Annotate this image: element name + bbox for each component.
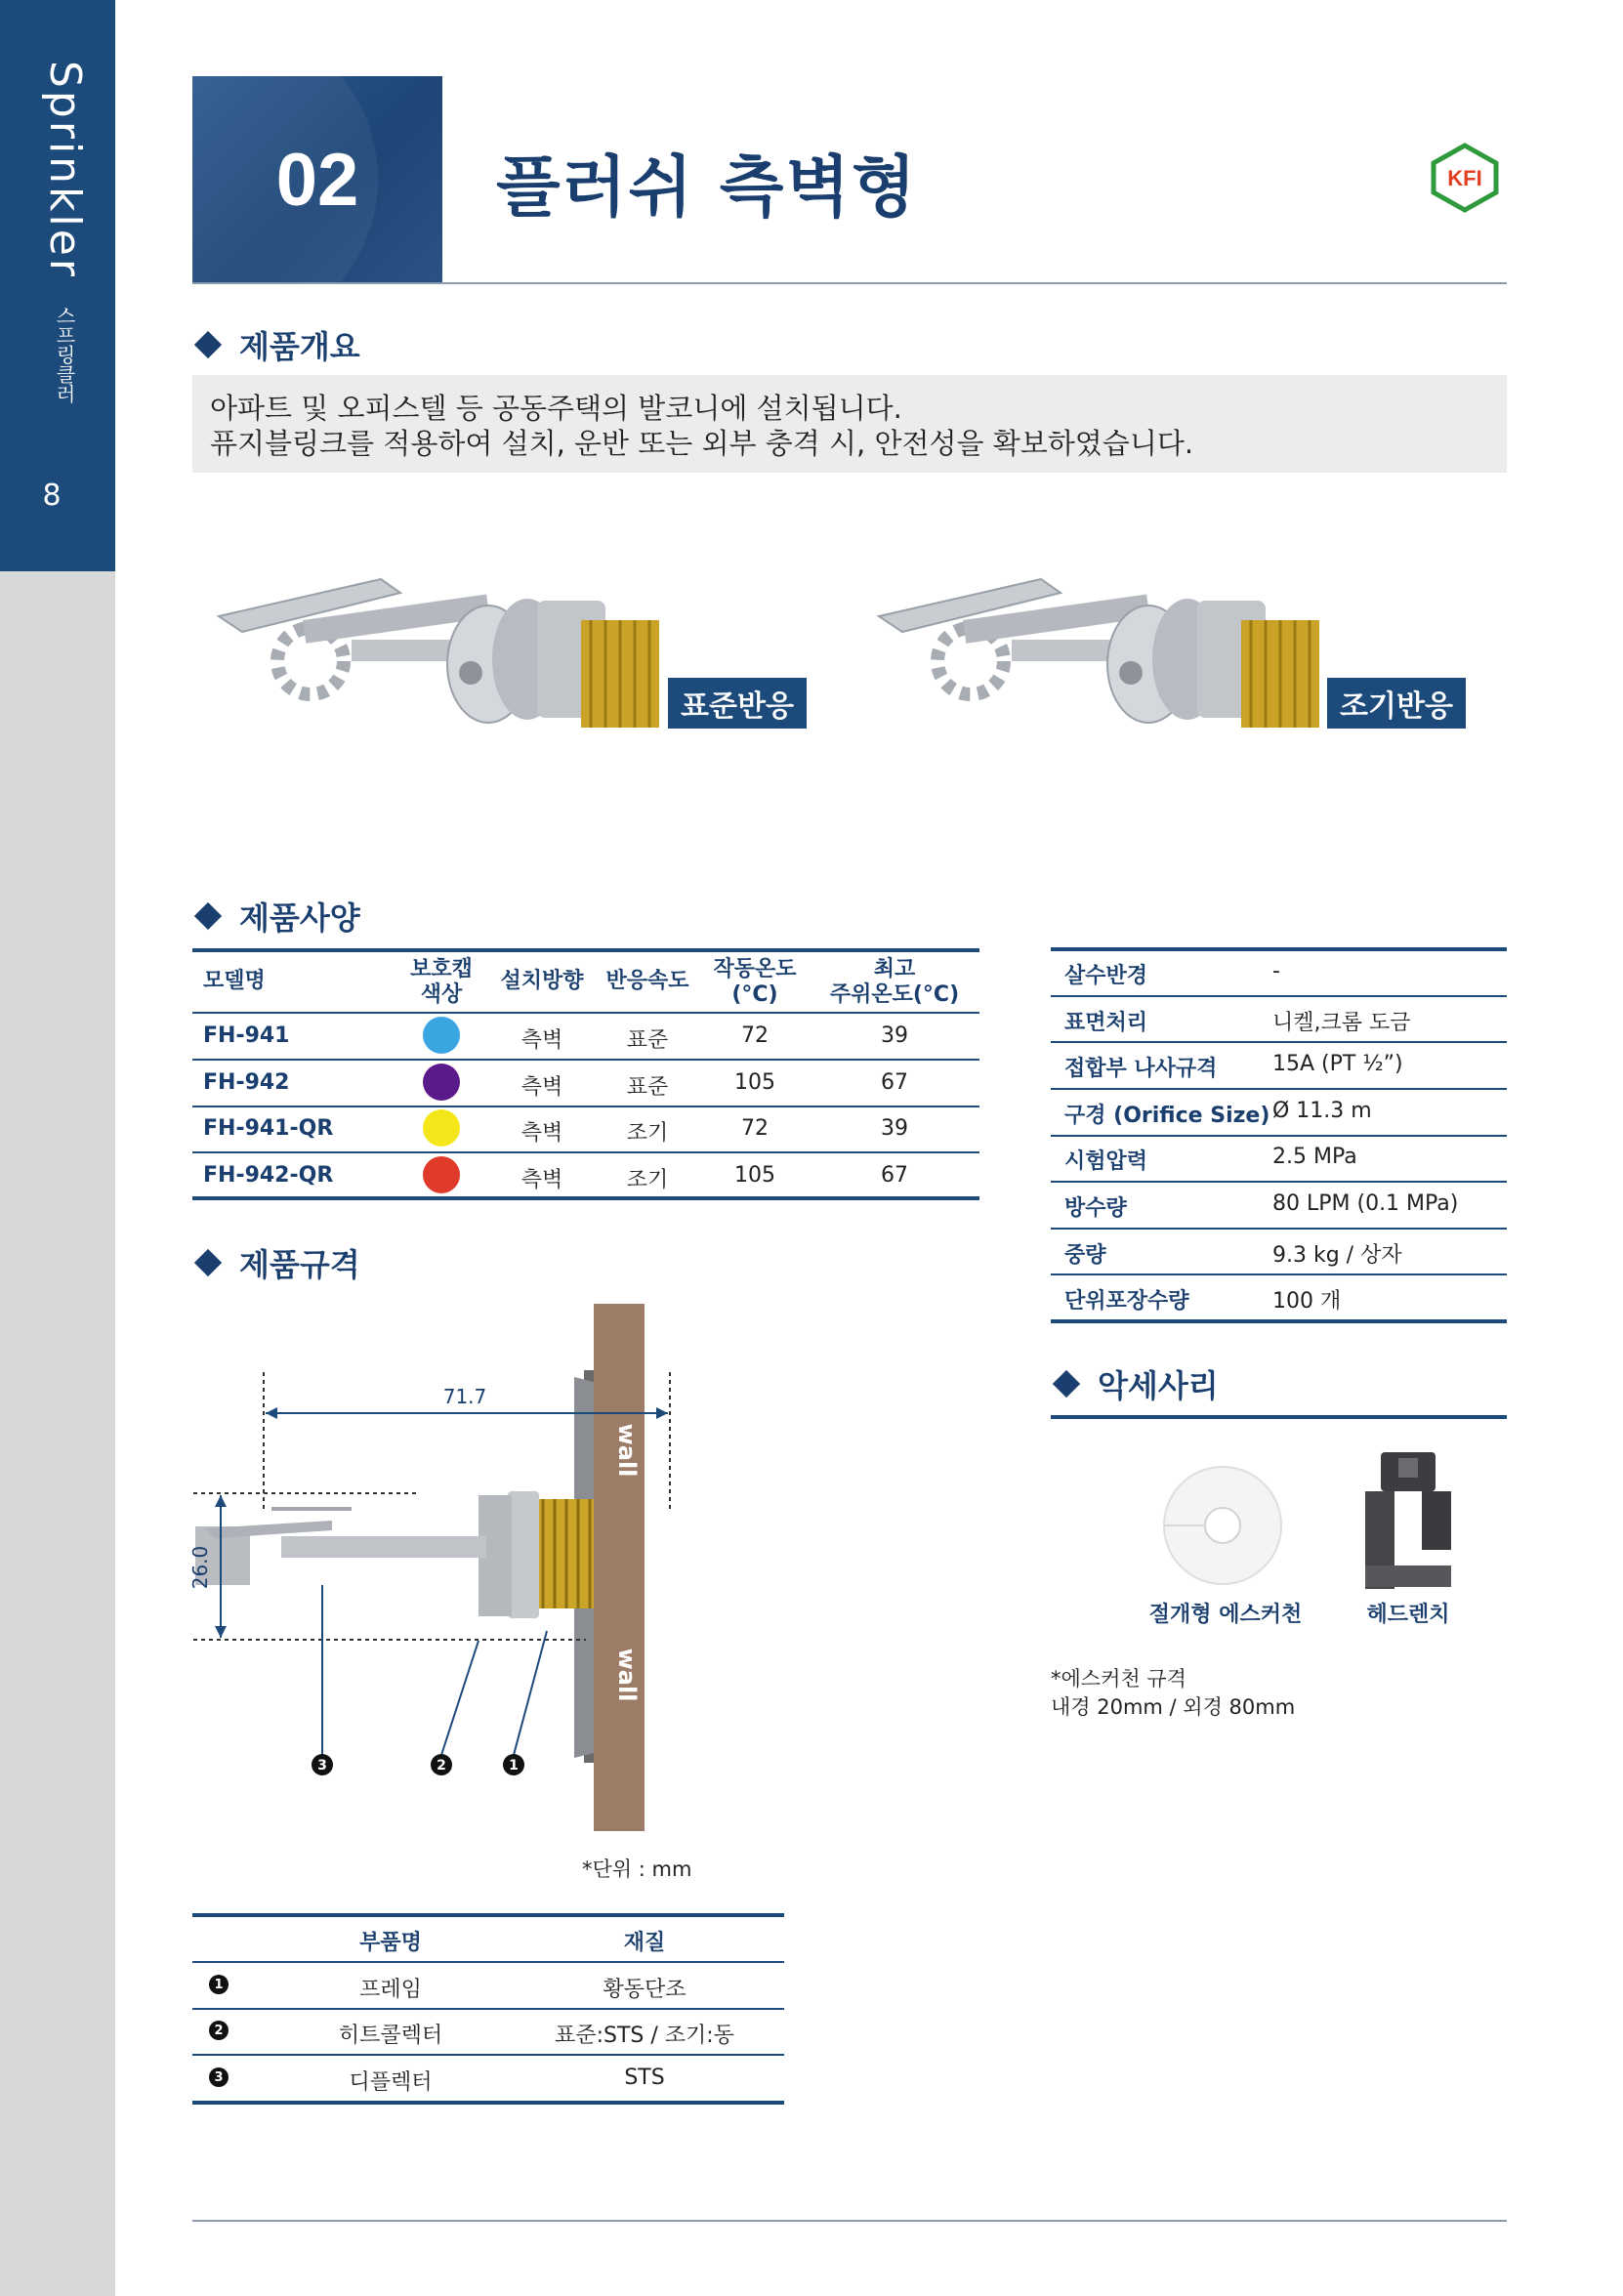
prop-key: 중량 bbox=[1064, 1243, 1106, 1268]
spec-row-rule bbox=[192, 1151, 979, 1153]
page-title: 플러쉬 측벽형 bbox=[496, 149, 918, 227]
spec-header-cap: 보호캡 색상 bbox=[410, 957, 473, 1007]
prop-key: 단위포장수량 bbox=[1064, 1289, 1189, 1314]
prop-value: 2.5 MPa bbox=[1272, 1145, 1357, 1169]
spec-cell-temp: 105 bbox=[734, 1163, 775, 1188]
sidebar-title-en: Sprinkler bbox=[40, 61, 90, 279]
wall-label-bottom: wall bbox=[613, 1648, 641, 1702]
diamond-icon bbox=[194, 331, 222, 358]
spec-cell-model: FH-942 bbox=[203, 1070, 290, 1095]
spec-cell-max: 39 bbox=[881, 1023, 908, 1048]
badge-standard: 표준반응 bbox=[668, 678, 807, 729]
prop-rule bbox=[1051, 1135, 1507, 1137]
spec-row-rule bbox=[192, 1059, 979, 1061]
spec-heading: 제품사양 bbox=[192, 894, 360, 939]
prop-value: 80 LPM (0.1 MPa) bbox=[1272, 1191, 1459, 1216]
diamond-icon bbox=[194, 902, 222, 930]
part-name: 프레임 bbox=[359, 1978, 422, 2002]
prop-key: 접합부 나사규격 bbox=[1064, 1057, 1218, 1081]
page-number: 8 bbox=[42, 479, 62, 513]
prop-rule bbox=[1051, 1228, 1507, 1230]
prop-rule bbox=[1051, 1181, 1507, 1183]
callout-2: 2 bbox=[437, 1758, 446, 1774]
parts-table-bottom-rule bbox=[192, 2101, 784, 2105]
unit-note: *단위 : mm bbox=[582, 1858, 692, 1881]
prop-rule bbox=[1051, 1088, 1507, 1090]
spec-cell-direction: 측벽 bbox=[520, 1168, 563, 1192]
parts-header-name: 부품명 bbox=[359, 1931, 422, 1955]
accessories-heading: 악세사리 bbox=[1051, 1361, 1219, 1406]
spec-cell-max: 67 bbox=[881, 1163, 908, 1188]
spec-cell-temp: 72 bbox=[741, 1116, 769, 1141]
prop-value: 니켈,크롬 도금 bbox=[1272, 1011, 1411, 1035]
diamond-icon bbox=[1053, 1370, 1080, 1398]
prop-rule bbox=[1051, 1041, 1507, 1043]
kfi-logo bbox=[1428, 143, 1502, 213]
part-material: 표준:STS / 조기:동 bbox=[555, 2024, 734, 2048]
spec-header-temp: 작동온도 (°C) bbox=[713, 957, 797, 1007]
spec-header-model: 모델명 bbox=[203, 969, 266, 993]
prop-value: 100 개 bbox=[1272, 1289, 1342, 1314]
prop-value: - bbox=[1272, 959, 1280, 983]
cap-color-dot bbox=[423, 1064, 460, 1101]
spec-header-direction: 설치방향 bbox=[500, 969, 584, 993]
spec-cell-temp: 72 bbox=[741, 1023, 769, 1048]
prop-key: 살수반경 bbox=[1064, 964, 1148, 988]
accessories-rule bbox=[1051, 1415, 1507, 1419]
spec-cell-max: 67 bbox=[881, 1070, 908, 1095]
part-name: 히트콜렉터 bbox=[338, 2024, 443, 2048]
spec-header-max-temp: 최고 주위온도(°C) bbox=[829, 957, 960, 1007]
part-name: 디플렉터 bbox=[349, 2070, 433, 2095]
callout-1: 1 bbox=[509, 1758, 519, 1774]
escutcheon-image bbox=[1159, 1462, 1286, 1589]
dimension-diagram bbox=[186, 1304, 693, 1831]
escutcheon-note-body: 내경 20mm / 외경 80mm bbox=[1051, 1695, 1296, 1719]
spec-cell-model: FH-941-QR bbox=[203, 1116, 334, 1141]
overview-line-1: 아파트 및 오피스텔 등 공동주택의 발코니에 설치됩니다. bbox=[210, 392, 902, 425]
prop-value: 15A (PT ½”) bbox=[1272, 1052, 1403, 1076]
parts-row-rule bbox=[192, 2008, 784, 2010]
prop-key: 방수량 bbox=[1064, 1196, 1127, 1221]
spec-cell-direction: 측벽 bbox=[520, 1121, 563, 1146]
prop-rule bbox=[1051, 1273, 1507, 1275]
prop-key: 표면처리 bbox=[1064, 1011, 1148, 1035]
spec-table-top-rule bbox=[192, 948, 979, 952]
spec-cell-direction: 측벽 bbox=[520, 1028, 563, 1053]
part-number-badge: 2 bbox=[209, 2021, 229, 2040]
props-table-top-rule bbox=[1051, 947, 1507, 951]
prop-value: Ø 11.3 m bbox=[1272, 1099, 1372, 1123]
part-number-badge: 3 bbox=[209, 2067, 229, 2087]
spec-header-speed: 반응속도 bbox=[605, 969, 689, 993]
spec-cell-direction: 측벽 bbox=[520, 1075, 563, 1100]
escutcheon-note-title: *에스커천 규격 bbox=[1051, 1667, 1186, 1691]
parts-header-rule bbox=[192, 1961, 784, 1963]
product-image-standard bbox=[215, 571, 684, 776]
sidebar-title-ko: 스프링클러 bbox=[53, 305, 76, 403]
spec-cell-model: FH-941 bbox=[203, 1023, 290, 1048]
spec-cell-model: FH-942-QR bbox=[203, 1163, 334, 1188]
spec-cell-speed: 조기 bbox=[626, 1168, 669, 1192]
spec-header-rule bbox=[192, 1012, 979, 1014]
spec-cell-speed: 표준 bbox=[626, 1075, 669, 1100]
spec-cell-temp: 105 bbox=[734, 1070, 775, 1095]
head-wrench-image bbox=[1359, 1448, 1457, 1595]
parts-row-rule bbox=[192, 2054, 784, 2056]
width-dimension-label: 71.7 bbox=[442, 1385, 487, 1408]
dimensions-heading: 제품규격 bbox=[192, 1240, 360, 1285]
spec-table-bottom-rule bbox=[192, 1196, 979, 1200]
parts-header-material: 재질 bbox=[623, 1931, 666, 1955]
sidebar-title bbox=[21, 61, 90, 461]
cap-color-dot bbox=[423, 1156, 460, 1193]
prop-key: 구경 (Orifice Size) bbox=[1064, 1104, 1270, 1128]
spec-row-rule bbox=[192, 1106, 979, 1107]
cap-color-dot bbox=[423, 1017, 460, 1054]
prop-value: 9.3 kg / 상자 bbox=[1272, 1243, 1402, 1268]
callout-3: 3 bbox=[317, 1758, 327, 1774]
diamond-icon bbox=[194, 1249, 222, 1276]
spec-cell-speed: 조기 bbox=[626, 1121, 669, 1146]
prop-key: 시험압력 bbox=[1064, 1149, 1148, 1174]
section-number: 02 bbox=[275, 138, 359, 222]
kfi-logo-text: KFI bbox=[1447, 166, 1482, 190]
cap-color-dot bbox=[423, 1109, 460, 1147]
part-material: 황동단조 bbox=[603, 1978, 687, 2002]
parts-table-top-rule bbox=[192, 1913, 784, 1917]
prop-rule bbox=[1051, 995, 1507, 997]
part-material: STS bbox=[624, 2066, 665, 2090]
overview-heading: 제품개요 bbox=[192, 322, 360, 367]
badge-quick: 조기반응 bbox=[1327, 678, 1466, 729]
header-divider bbox=[192, 282, 1507, 284]
accessory-label-escutcheon: 절개형 에스커천 bbox=[1148, 1603, 1303, 1627]
part-number-badge: 1 bbox=[209, 1975, 229, 1994]
spec-cell-speed: 표준 bbox=[626, 1028, 669, 1053]
accessory-label-wrench: 헤드렌치 bbox=[1366, 1603, 1450, 1627]
footer-divider bbox=[192, 2220, 1507, 2222]
product-image-quick bbox=[875, 571, 1344, 776]
spec-cell-max: 39 bbox=[881, 1116, 908, 1141]
overview-line-2: 퓨지블링크를 적용하여 설치, 운반 또는 외부 충격 시, 안전성을 확보하였습니다. bbox=[210, 427, 1194, 460]
wall-label-top: wall bbox=[613, 1423, 641, 1478]
height-dimension-label: 26.0 bbox=[188, 1545, 212, 1590]
props-table-bottom-rule bbox=[1051, 1319, 1507, 1323]
